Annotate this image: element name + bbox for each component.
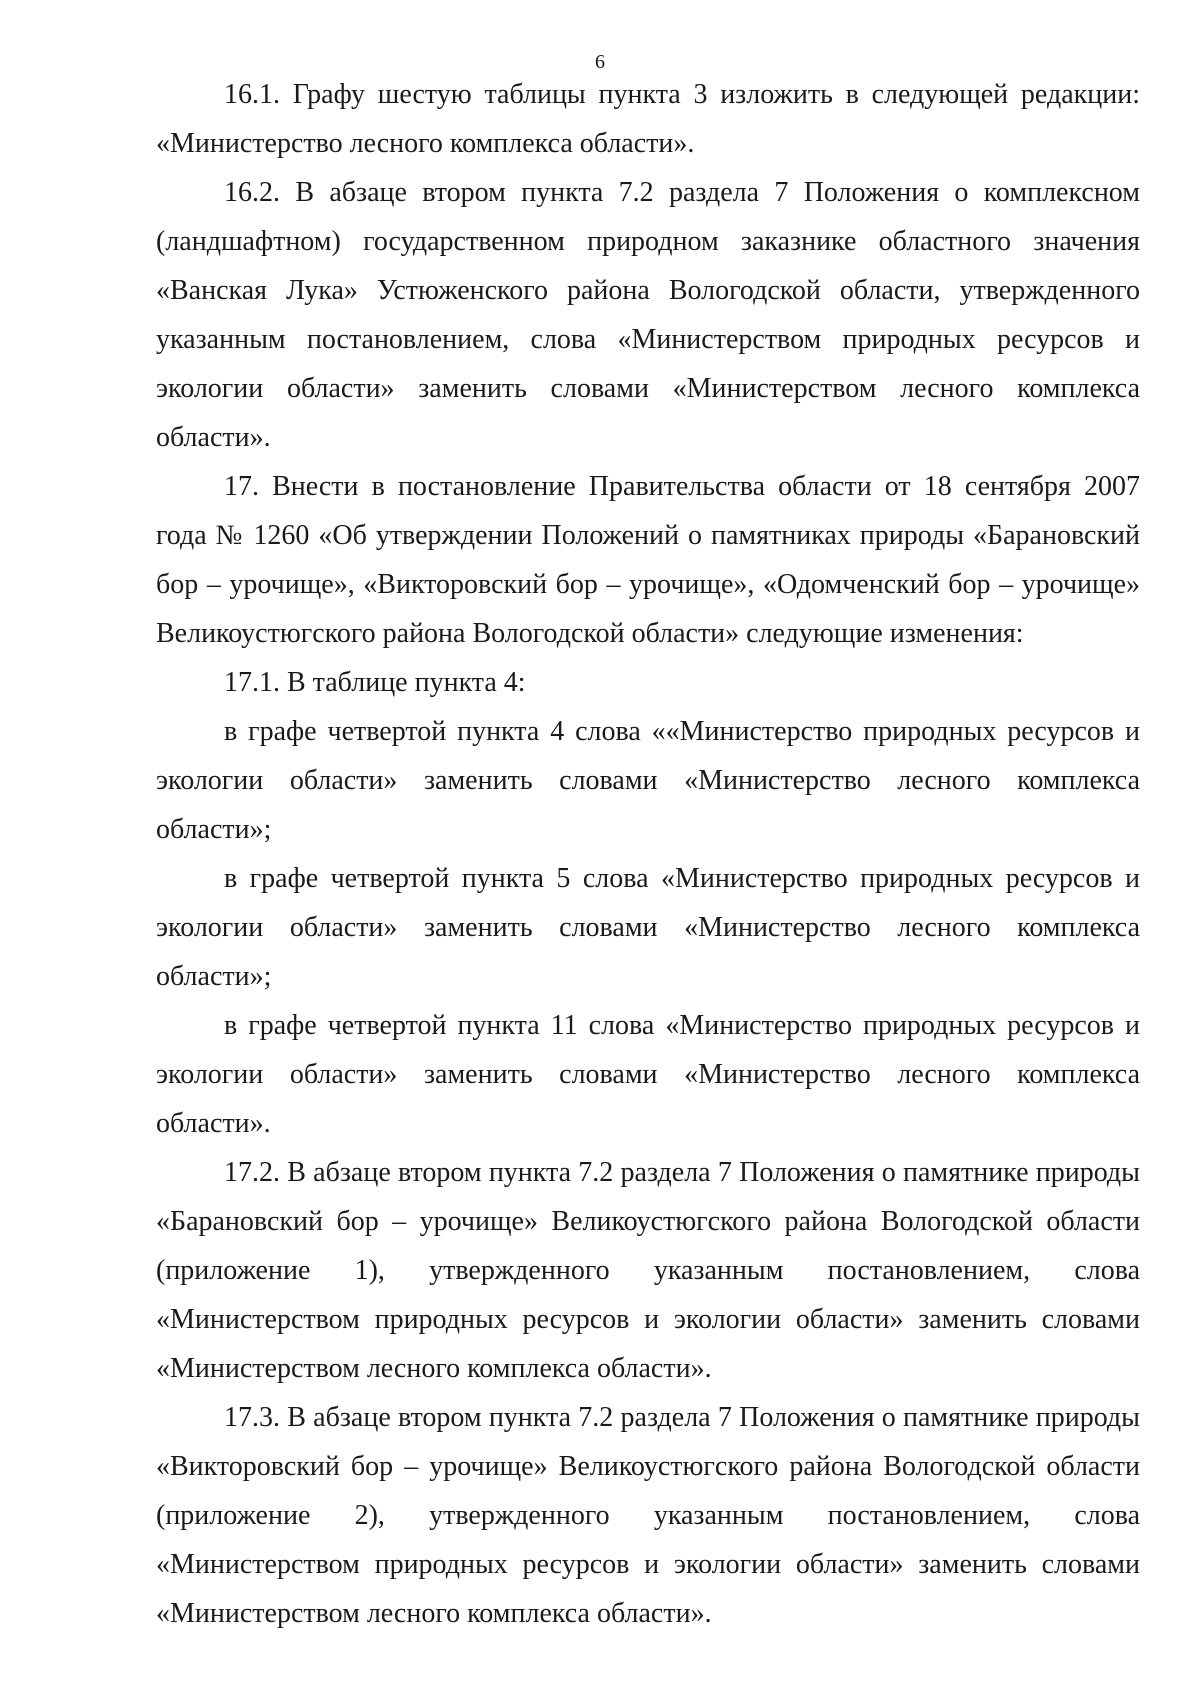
paragraph-17-1-item-11: в графе четвертой пункта 11 слова «Министерство природных ресурсов и экологии области» заменить словами «Министерство лесного комплекса области». [156,1010,1140,1139]
paragraph-16-1: 16.1. Графу шестую таблицы пункта 3 изложить в следующей редакции: «Министерство лесного комплекса области». [156,79,1140,159]
paragraph-17: 17. Внести в постановление Правительства области от 18 сентября 2007 года № 1260 «Об утверждении Положений о памятниках природы «Барановский бор – урочище», «Викторовский бор – урочище», «Одомченский бор – урочище» Великоустюгского района Вологодской области» следующие изменения: [156,471,1140,649]
paragraph-17-3: 17.3. В абзаце втором пункта 7.2 раздела 7 Положения о памятнике природы «Викторовский бор – урочище» Великоустюгского района Вологодской области (приложение 2), утвержденного указанным постановлением, слова «Министерством природных ресурсов и экологии области» заменить словами «Министерством лесного комплекса области». [156,1402,1140,1629]
paragraph-17-1-item-5: в графе четвертой пункта 5 слова «Министерство природных ресурсов и экологии области» заменить словами «Министерство лесного комплекса области»; [156,863,1140,992]
paragraph-16-2: 16.2. В абзаце втором пункта 7.2 раздела 7 Положения о комплексном (ландшафтном) государственном природном заказнике областного значения «Ванская Лука» Устюженского района Вологодской области, утвержденного указанным постановлением, слова «Министерством природных ресурсов и экологии области» заменить словами «Министерством лесного комплекса области». [156,177,1140,453]
paragraph-17-2: 17.2. В абзаце втором пункта 7.2 раздела 7 Положения о памятнике природы «Барановский бор – урочище» Великоустюгского района Вологодской области (приложение 1), утвержденного указанным постановлением, слова «Министерством природных ресурсов и экологии области» заменить словами «Министерством лесного комплекса области». [156,1157,1140,1384]
paragraph-17-1: 17.1. В таблице пункта 4: [224,667,526,698]
paragraph-17-1-item-4: в графе четвертой пункта 4 слова ««Министерство природных ресурсов и экологии области» заменить словами «Министерство лесного комплекса области»; [156,716,1140,845]
document-body [156,70,1140,1638]
page-number: 6 [595,51,605,73]
